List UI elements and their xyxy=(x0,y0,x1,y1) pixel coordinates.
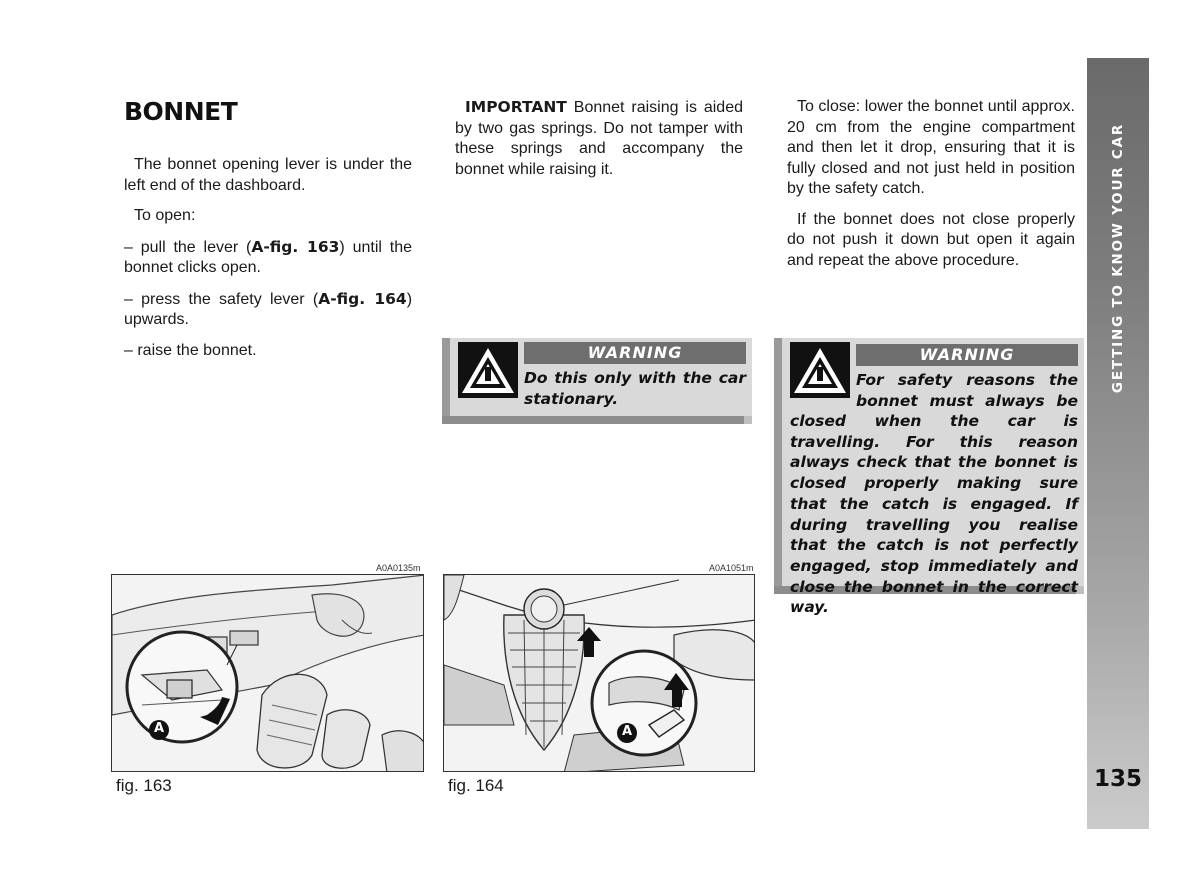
paragraph-not-closing: If the bonnet does not close properly do not push it down but open it again and repeat the above procedure. xyxy=(787,210,1075,269)
figure-reference[interactable]: A-fig. 163 xyxy=(251,237,340,256)
step-press-safety-lever: – press the safety lever (A-fig. 164) upwards. xyxy=(124,289,413,328)
section-title: GETTING TO KNOW YOUR CAR xyxy=(1110,122,1126,394)
dashboard-lever-illustration xyxy=(112,575,424,772)
warning-box-bonnet-closed xyxy=(774,338,1084,617)
paragraph-lever-location: The bonnet opening lever is under the left end of the dashboard. xyxy=(124,156,412,194)
warning-header: WARNING xyxy=(856,344,1078,366)
figure-caption: fig. 163 xyxy=(116,776,172,795)
figure-164 xyxy=(443,574,755,772)
warning-text: closed when the car is travelling. For this reason always check that the bonnet is closed properly making sure that the catch is engaged. If during travelling you realise that the catch is not perfectly engaged, stop immediately and close the bonnet in the correct way. xyxy=(790,412,1078,617)
callout-marker-a: A xyxy=(153,721,165,736)
column-1 xyxy=(124,155,412,371)
warning-triangle-icon xyxy=(790,342,850,398)
page-title: BONNET xyxy=(124,97,238,126)
column-2 xyxy=(455,97,743,190)
page-number: 135 xyxy=(1093,766,1142,792)
warning-header: WARNING xyxy=(524,342,746,364)
figure-caption: fig. 164 xyxy=(448,776,504,795)
step-raise-bonnet: – raise the bonnet. xyxy=(124,341,257,359)
figure-reference[interactable]: A-fig. 164 xyxy=(318,289,407,308)
important-note: IMPORTANT Bonnet raising is aided by two gas springs. Do not tamper with these springs and accompany the bonnet while raising it. xyxy=(455,98,743,178)
figure-code: A0A1051m xyxy=(709,563,754,573)
column-3 xyxy=(787,97,1075,281)
warning-text-lead: For safety reasons the bonnet must always be xyxy=(856,371,1078,410)
warning-box-stationary xyxy=(442,338,752,416)
warning-text: Do this only with the car stationary. xyxy=(524,369,746,408)
callout-marker-a: A xyxy=(621,724,633,739)
figure-code: A0A0135m xyxy=(376,563,421,573)
section-tab-label xyxy=(1087,58,1149,458)
front-grille-illustration xyxy=(444,575,755,772)
important-label: IMPORTANT xyxy=(465,98,567,116)
figure-163 xyxy=(111,574,424,772)
paragraph-to-close: To close: lower the bonnet until approx. 20 cm from the engine compartment and then let it drop, ensuring that it is fully closed and not just held in position by the safety catch. xyxy=(787,98,1075,197)
step-pull-lever: – pull the lever (A-fig. 163) until the bonnet clicks open. xyxy=(124,237,413,276)
paragraph-to-open: To open: xyxy=(134,207,196,224)
warning-triangle-icon xyxy=(458,342,518,398)
